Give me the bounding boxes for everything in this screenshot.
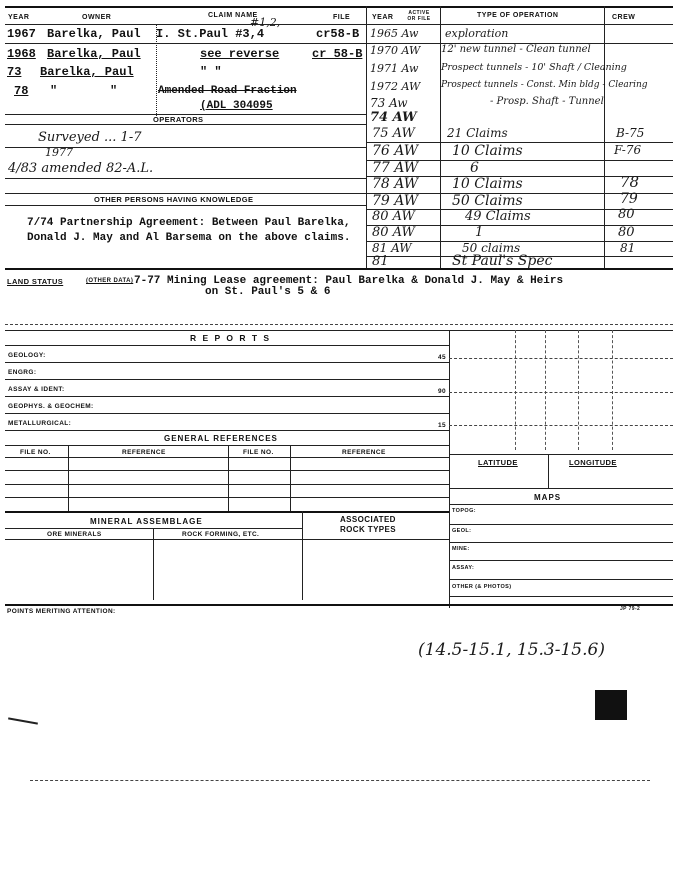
claim-row-3-year: 73 — [7, 65, 22, 79]
op-row-5-year: 73 Aw — [370, 96, 408, 110]
report-geophys-rule — [5, 413, 449, 414]
operators-label: OPERATORS — [153, 115, 204, 124]
report-geology-rule — [5, 362, 449, 363]
header-owner: OWNER — [82, 14, 112, 21]
op-row-11-crew: 79 — [620, 191, 638, 207]
op-row-14-type: 50 claims — [462, 241, 521, 255]
other-persons-line-2: Donald J. May and Al Barsema on the above claims. — [27, 232, 351, 244]
header-bottom-rule — [5, 24, 673, 25]
gr-divider-1 — [68, 445, 69, 511]
gr-col-file-2: FILE NO. — [243, 449, 274, 456]
mineral-divider — [302, 511, 303, 600]
claim-row-2-owner: Barelka, Paul — [47, 47, 141, 61]
report-geophys-label: GEOPHYS. & GEOCHEM: — [8, 403, 94, 410]
other-persons-rule — [5, 193, 366, 194]
op-row-9-year: 77 AW — [372, 160, 419, 176]
op-row-4-type: Prospect tunnels - Const. Min bldg - Clearing — [441, 80, 648, 90]
claim-row-5-claim: (ADL 304095 — [200, 100, 273, 112]
general-references-title: GENERAL REFERENCES — [164, 434, 278, 443]
op-row-1-type: exploration — [445, 27, 509, 40]
header-file: FILE — [333, 14, 351, 21]
header-year-2: YEAR — [372, 14, 394, 21]
op-row-3-type: Prospect tunnels - 10' Shaft / Cleaning — [441, 62, 627, 73]
op-row-8-year: 76 AW — [372, 143, 419, 159]
grid-line-1 — [515, 330, 516, 450]
op-row-7-crew: B-75 — [616, 126, 645, 140]
op-row-8-type: 10 Claims — [452, 143, 523, 159]
gr-divider-3 — [290, 445, 291, 511]
op-row-12-crew: 80 — [618, 207, 635, 222]
op-row-6-year: 74 AW — [370, 110, 417, 125]
topo-rule — [449, 524, 673, 525]
reports-title-rule — [5, 345, 449, 346]
claim-rule-1 — [5, 43, 366, 44]
land-status-sub: (OTHER DATA) — [86, 278, 134, 284]
mineral-assemblage-title: MINERAL ASSEMBLAGE — [90, 517, 203, 526]
op-row-15-year: 81 — [372, 254, 389, 269]
grid-h-3 — [449, 425, 673, 426]
op-row-11-year: 79 AW — [372, 193, 419, 209]
rock-types-label: ROCK TYPES — [340, 525, 397, 534]
op-row-15-type: St Paul's Spec — [452, 253, 553, 269]
op-row-8-crew: F-76 — [614, 143, 642, 157]
header-crew: CREW — [612, 14, 636, 21]
gr-col-file-1: FILE NO. — [20, 449, 51, 456]
op-row-7-type: 21 Claims — [447, 126, 508, 140]
topo-label: TOPOG: — [452, 508, 476, 514]
other-photos-label: OTHER (& PHOTOS) — [452, 584, 512, 590]
grid-line-2 — [545, 330, 546, 450]
claim-row-4-year: 78 — [14, 84, 29, 98]
claim-row-4-owner: " — [50, 84, 58, 98]
gr-row-rule-3 — [5, 497, 449, 498]
op-row-13-crew: 80 — [618, 225, 635, 240]
land-status-label: LAND STATUS — [7, 277, 64, 286]
claim-row-2-year: 1968 — [7, 47, 36, 61]
other-persons-label: OTHER PERSONS HAVING KNOWLEDGE — [94, 195, 254, 204]
op-row-4-year: 1972 AW — [370, 80, 421, 93]
op-row-14-crew: 81 — [620, 241, 636, 255]
handwritten-operator-2: 1977 — [45, 146, 73, 159]
land-status-rule — [5, 268, 673, 270]
maps-rule — [449, 504, 673, 505]
claim-row-4-claim: Amended Road Fraction — [158, 85, 297, 97]
handwritten-operator-3: 4/83 amended 82-A.L. — [8, 161, 154, 176]
reports-title: R E P O R T S — [190, 333, 272, 343]
gr-bottom-rule — [5, 511, 449, 513]
associated-label: ASSOCIATED — [340, 515, 396, 524]
report-assay-label: ASSAY & IDENT: — [8, 386, 65, 393]
general-references-rule — [5, 445, 449, 446]
header-claim-name: CLAIM NAME — [208, 12, 258, 19]
latitude-label: LATITUDE — [478, 458, 518, 467]
claim-row-2-claim: see reverse — [200, 47, 280, 61]
report-geology-label: GEOLOGY: — [8, 352, 46, 359]
main-divider — [366, 6, 367, 268]
header-year: YEAR — [8, 14, 30, 21]
points-meriting-attention-label: POINTS MERITING ATTENTION: — [7, 608, 116, 615]
gr-col-reference-2: REFERENCE — [342, 449, 386, 456]
op-row-7-year: 75 AW — [372, 126, 415, 141]
reports-top-rule — [5, 330, 673, 331]
bottom-dashed-rule — [30, 780, 650, 781]
op-row-12-year: 80 AW — [372, 209, 415, 224]
mine-label: MINE: — [452, 546, 470, 552]
latlong-bottom-rule — [449, 488, 673, 489]
claim-row-3-claim: " " — [200, 65, 222, 79]
claim-row-1-note: #1,2, — [250, 16, 281, 29]
grid-h-2 — [449, 392, 673, 393]
assay-rule — [449, 579, 673, 580]
claim-row-2-file: cr 58-B — [312, 47, 363, 61]
report-metallurgical-rule — [5, 430, 449, 431]
report-metallurgical-num: 15 — [438, 422, 447, 429]
op-row-2-year: 1970 AW — [370, 44, 421, 57]
claim-row-1-file: cr58-B — [316, 27, 360, 41]
claim-row-4-owner2: " — [110, 84, 118, 98]
claim-row-1-owner: Barelka, Paul — [47, 27, 141, 41]
footer-code: JP 79-2 — [620, 606, 641, 612]
gr-divider-2 — [228, 445, 229, 511]
report-assay-rule — [5, 396, 449, 397]
report-assay-num: 90 — [438, 388, 447, 395]
report-engrg-rule — [5, 379, 449, 380]
crew-divider — [604, 6, 605, 268]
grid-line-4 — [612, 330, 613, 450]
ore-rock-divider — [153, 528, 154, 600]
op-row-13-year: 80 AW — [372, 225, 415, 240]
operators-rule-bottom — [5, 124, 366, 125]
report-geology-num: 45 — [438, 354, 447, 361]
gr-row-rule-1 — [5, 470, 449, 471]
op-row-13-type: 1 — [475, 225, 484, 240]
header-type-of-operation: TYPE OF OPERATION — [477, 12, 559, 19]
header-active-or-file: ACTIVE OR FILE — [407, 10, 431, 22]
op-row-10-type: 10 Claims — [452, 176, 523, 192]
op-row-14-year: 81 AW — [372, 241, 412, 255]
mineral-bottom-rule — [5, 604, 673, 606]
gr-header-rule — [5, 457, 449, 458]
top-border — [5, 6, 673, 8]
other-persons-line-1: 7/74 Partnership Agreement: Between Paul Barelka, — [27, 217, 351, 229]
claim-row-1-year: 1967 — [7, 27, 36, 41]
op-row-10-year: 78 AW — [372, 176, 419, 192]
other-persons-rule-bottom — [5, 205, 366, 206]
op-row-1-year: 1965 Aw — [370, 27, 419, 40]
claim-row-3-owner: Barelka, Paul — [40, 65, 134, 79]
op-row-12-type: 49 Claims — [465, 209, 531, 224]
grid-line-3 — [578, 330, 579, 450]
points-handwritten-note: (14.5-15.1, 15.3-15.6) — [418, 640, 605, 660]
black-block-mark — [595, 690, 627, 720]
rock-forming-label: ROCK FORMING, ETC. — [182, 531, 260, 538]
ore-minerals-label: ORE MINERALS — [47, 531, 102, 538]
latlong-divider — [548, 454, 549, 488]
land-status-text-1: 7-77 Mining Lease agreement: Paul Barelka & Donald J. May & Heirs — [134, 275, 564, 287]
operators-line-3 — [5, 178, 366, 179]
assay-label: ASSAY: — [452, 565, 475, 571]
latlong-top-rule — [449, 454, 673, 455]
maps-label: MAPS — [534, 493, 562, 502]
gr-col-reference-1: REFERENCE — [122, 449, 166, 456]
mine-rule — [449, 560, 673, 561]
handwritten-operator-1: Surveyed ... 1-7 — [38, 130, 142, 145]
op-row-2-type: 12' new tunnel - Clean tunnel — [441, 44, 591, 55]
land-status-bottom-rule — [5, 324, 673, 325]
report-metallurgical-label: METALLURGICAL: — [8, 420, 72, 427]
land-status-text-2: on St. Paul's 5 & 6 — [205, 286, 331, 298]
mineral-header-rule — [5, 539, 449, 540]
op-row-10-crew: 78 — [620, 173, 640, 191]
grid-h-1 — [449, 358, 673, 359]
geol-rule — [449, 542, 673, 543]
pencil-stroke-left — [8, 717, 38, 724]
other-photos-rule — [449, 596, 673, 597]
op-row-11-type: 50 Claims — [452, 193, 523, 209]
reports-right-divider — [449, 330, 450, 608]
gr-row-rule-2 — [5, 484, 449, 485]
geol-label: GEOL: — [452, 528, 472, 534]
longitude-label: LONGITUDE — [569, 458, 617, 467]
op-row-9-type: 6 — [470, 160, 479, 176]
claim-col-divider — [156, 24, 157, 116]
report-engrg-label: ENGRG: — [8, 369, 37, 376]
op-row-5-type: - Prosp. Shaft - Tunnel — [490, 96, 604, 107]
claim-row-1-claim: I. St.Paul #3,4 — [156, 27, 265, 41]
op-row-3-year: 1971 Aw — [370, 62, 419, 75]
